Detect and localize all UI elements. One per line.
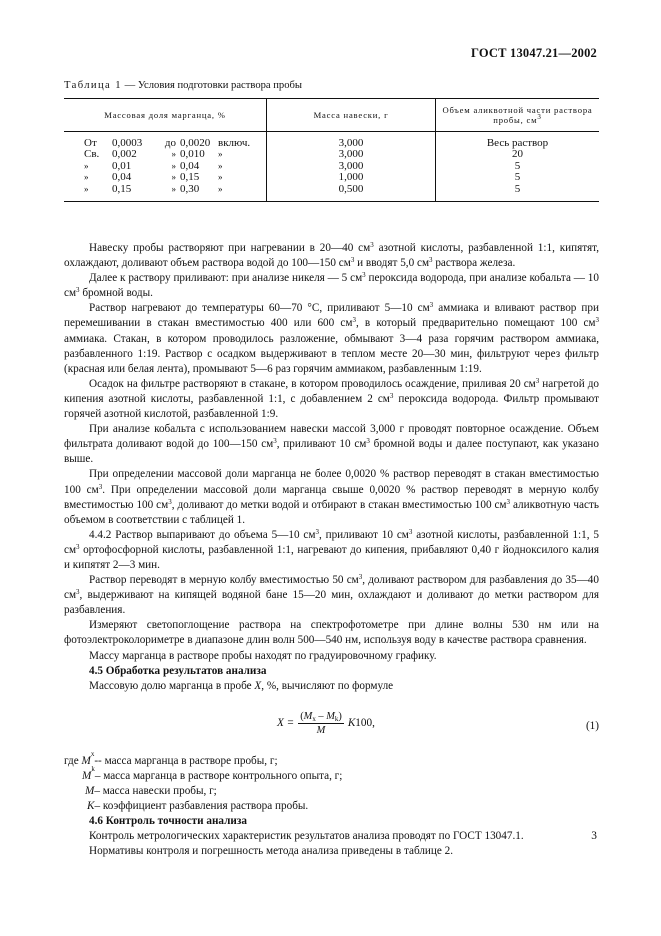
legend-item <box>64 784 599 799</box>
formula-sub: x <box>312 714 316 723</box>
text-run: 4.4.2 Раствор выпаривают до объема 5—10 см <box>89 528 316 541</box>
paragraph <box>64 573 599 618</box>
legend-item <box>64 764 599 784</box>
text-run: При анализе кобальта с использованием навески массой 3,000 г проводят повторное осаждение. Объем фильтрата доливают водой до 100—150 см <box>64 423 599 451</box>
text-run: Далее к раствору приливают: при анализе никеля — 5 см <box>89 272 363 285</box>
text-run: нагретой до кипения азотной кислоты, разбавленной 1:1, с добавлением 2 см <box>64 377 599 405</box>
range-from: 0,15 <box>112 182 132 195</box>
range-to-word: » <box>171 149 176 160</box>
aliquot-value: 5 <box>514 171 521 184</box>
legend-where: где <box>64 754 79 767</box>
text-run: . При определении массовой доли марганца свыше 0,0020 % раствор переводят в мерную колбу вместимостью 100 см <box>64 483 599 511</box>
unit-sup: 3 <box>273 437 277 446</box>
text-run: аммиака и вливают раствор при перемешивании в стакан вместимостью 400 или 600 см <box>64 302 599 330</box>
paragraph <box>64 241 599 271</box>
text-run: Навеску пробы растворяют при нагревании в 20—40 см <box>89 242 371 254</box>
text-run: раствора железа. <box>432 257 516 270</box>
col-header-manganese: Массовая доля марганца, % <box>64 99 267 132</box>
table-1-caption-text: — Условия подготовки раствора пробы <box>121 80 303 91</box>
legend-sub: x <box>90 749 95 758</box>
unit-sup: 3 <box>315 527 319 536</box>
range-line <box>84 184 266 195</box>
range-to-word: до <box>164 137 176 149</box>
page-number: 3 <box>591 830 597 842</box>
unit-sup: 3 <box>358 573 363 582</box>
body-text <box>64 241 599 859</box>
formula-legend <box>64 749 599 814</box>
legend-desc: – коэффициент разбавления раствора пробы. <box>94 800 309 813</box>
text-run: При определении массовой доли марганца не более 0,0020 % раствор переводят в стакан вместимостью 100 см <box>64 468 599 496</box>
mass-cell <box>267 132 436 202</box>
text-run: , доливают до метки водой и отбирают в стакан вместимостью 100 см <box>171 498 507 511</box>
unit-sup: 3 <box>366 437 370 446</box>
unit-sup: 3 <box>506 497 511 506</box>
text-run: , %, вычисляют по формуле <box>261 679 394 692</box>
range-suffix: » <box>218 183 223 194</box>
paragraph <box>64 528 599 573</box>
legend-desc: – масса навески пробы, г; <box>94 785 217 797</box>
formula-k: K <box>347 716 356 729</box>
text-run: , выдерживают на кипящей водяной бане 15—20 мин, охлаждают и доливают до метки раствором для разбавления. <box>64 589 599 617</box>
text-run: , в который предварительно помещают 100 см <box>355 317 596 330</box>
range-to: 0,010 <box>180 148 205 161</box>
standard-number: ГОСТ 13047.21—2002 <box>471 46 597 60</box>
section-heading: 4.6 Контроль точности анализа <box>89 815 247 828</box>
table-1-caption <box>64 78 302 93</box>
formula-rest: 100, <box>355 716 375 729</box>
text-run: , доливают раствором для разбавления до 35—40 см <box>64 574 599 602</box>
mass-value: 3,000 <box>338 137 364 149</box>
text-run: азотной кислоты, разбавленной 1:1, кипятят, охлаждают, доливают объем раствора водой до 100—150 см <box>64 242 599 270</box>
formula-numerator <box>298 710 344 724</box>
range-suffix: » <box>218 172 223 183</box>
range-to-word: » <box>171 172 176 183</box>
range-line <box>84 172 266 183</box>
mass-value: 1,000 <box>338 171 364 184</box>
col-header-aliquot-sup: 3 <box>537 113 542 121</box>
legend-symbol: M <box>85 785 95 797</box>
formula-fraction <box>298 710 344 737</box>
unit-sup: 3 <box>535 376 540 385</box>
paragraph <box>64 301 599 376</box>
aliquot-value: 5 <box>514 159 521 172</box>
text-run: аммиака. Стакан, в котором проводилось разложение, обмывают 3—4 раза горячим раствором аммиака, разбавленного 1:19. Раствор с осадком выдерживают в теплом месте 20—30 мин, фильтруют через фильтр (красная или белая лента), промывают 5—6 раз горячим аммиаком, разбавленным 1:19. <box>64 332 599 375</box>
formula-denominator: M <box>316 724 326 736</box>
equation-number: (1) <box>585 719 599 732</box>
paragraph: Контроль метрологических характеристик результатов анализа проводят по ГОСТ 13047.1. <box>89 830 524 843</box>
formula-paren: ) <box>338 710 342 722</box>
range-to: 0,15 <box>180 171 200 184</box>
paragraph <box>64 377 599 422</box>
text-run: Осадок на фильтре растворяют в стакане, в котором проводилось осаждение, приливая 20 см <box>89 377 536 390</box>
text-run: Массовую долю марганца в пробе <box>89 679 255 692</box>
range-prefix: От <box>84 137 97 149</box>
unit-sup: 3 <box>362 271 366 280</box>
variable: X <box>254 679 262 692</box>
paragraph: Массу марганца в растворе пробы находят по градуировочному графику. <box>89 649 437 662</box>
text-run: , приливают 10 см <box>318 528 409 541</box>
formula-paren: ( <box>300 710 304 722</box>
table-body-row <box>64 132 599 202</box>
aliquot-cell <box>436 132 600 202</box>
unit-sup: 3 <box>389 391 394 400</box>
formula-var: M <box>303 710 313 722</box>
text-run: ортофосфорной кислоты, разбавленной 1:1, нагревают до кипения, прибавляют 0,40 г йодноксилого калия и кипятят 2—3 мин. <box>64 543 599 571</box>
range-to-word: » <box>171 183 176 194</box>
range-cell <box>64 132 267 202</box>
paragraph: Нормативы контроля и погрешность метода анализа приведены в таблице 2. <box>89 845 454 858</box>
mass-value: 3,000 <box>338 148 364 161</box>
range-to: 0,30 <box>180 182 200 195</box>
legend-symbol: M <box>82 769 92 782</box>
unit-sup: 3 <box>76 588 80 597</box>
unit-sup: 3 <box>429 301 434 310</box>
unit-sup: 3 <box>76 286 80 295</box>
formula <box>64 706 599 746</box>
range-prefix: » <box>84 183 89 194</box>
col-header-aliquot-text: Объем аликвотной части раствора пробы, см <box>442 104 593 125</box>
legend-sub: k <box>91 764 95 773</box>
text-run: пероксида водорода, при анализе кобальта — 10 см <box>64 272 599 300</box>
legend-item <box>64 749 599 769</box>
unit-sup: 3 <box>76 542 80 551</box>
legend-symbol: M <box>81 754 91 767</box>
range-suffix: » <box>218 149 223 160</box>
text-run: бромной воды. <box>79 287 153 300</box>
range-suffix: » <box>218 160 223 171</box>
range-suffix: включ. <box>218 137 251 149</box>
formula-var: M <box>326 710 335 722</box>
unit-sup: 3 <box>352 316 356 325</box>
text-run: Раствор нагревают до температуры 60—70 °С, приливают 5—10 см <box>89 302 430 315</box>
legend-item <box>64 799 599 814</box>
col-header-mass: Масса навески, г <box>267 99 436 132</box>
col-header-aliquot <box>436 99 600 132</box>
legend-desc: -- масса марганца в растворе пробы, г; <box>94 754 278 767</box>
unit-sup: 3 <box>429 256 433 265</box>
table-1-caption-lead: Таблица 1 <box>64 80 122 91</box>
range-to: 0,04 <box>180 159 200 172</box>
section-heading: 4.5 Обработка результатов анализа <box>89 664 267 677</box>
aliquot-value: Весь раствор <box>486 137 549 149</box>
range-from: 0,01 <box>112 159 132 172</box>
text-run: и вводят 5,0 см <box>354 257 430 270</box>
text-run: Раствор переводят в мерную колбу вместимостью 50 см <box>89 574 359 587</box>
text-run: пероксида водорода. Фильтр промывают горячей азотной кислотой, разбавленной 1:9. <box>64 392 600 421</box>
legend-symbol: K <box>87 800 95 813</box>
paragraph <box>64 422 599 467</box>
mass-value: 3,000 <box>338 159 364 172</box>
paragraph: Измеряют светопоглощение раствора на спектрофотометре при длине волны 530 нм или на фотоэлектроколориметре в диапазоне длин волн 500—540 нм, используя воду в качестве раствора сравнения. <box>64 619 599 647</box>
range-from: 0,04 <box>112 171 132 184</box>
text-run: азотной кислоты, разбавленной 1:1, 5 см <box>64 528 599 556</box>
paragraph <box>64 271 599 301</box>
paragraph <box>64 679 599 694</box>
text-run: бромной воды и далее поступают, как указано выше. <box>64 438 599 466</box>
text-run: , приливают 10 см <box>276 438 367 451</box>
range-prefix: » <box>84 172 89 183</box>
text-run: аликвотную часть объемом в соответствии с таблицей 1. <box>64 498 599 526</box>
range-to-word: » <box>171 160 176 171</box>
range-prefix: Св. <box>84 148 100 161</box>
formula-lhs: X = <box>277 716 295 729</box>
legend-desc: – масса марганца в растворе контрольного опыта, г; <box>94 769 343 782</box>
range-from: 0,0003 <box>112 137 143 149</box>
unit-sup: 3 <box>98 482 103 491</box>
unit-sup: 3 <box>595 316 599 325</box>
unit-sup: 3 <box>370 241 374 249</box>
mass-value: 0,500 <box>338 182 364 195</box>
aliquot-value: 5 <box>514 182 521 195</box>
unit-sup: 3 <box>168 497 172 506</box>
table-1 <box>64 98 599 202</box>
formula-sub: k <box>334 714 339 723</box>
paragraph <box>64 467 599 527</box>
unit-sup: 3 <box>350 256 355 265</box>
formula-op: – <box>315 710 327 722</box>
formula-expression <box>277 710 375 737</box>
range-to: 0,0020 <box>180 137 211 149</box>
range-from: 0,002 <box>112 148 137 161</box>
unit-sup: 3 <box>408 527 413 536</box>
range-prefix: » <box>84 160 89 171</box>
table-header-row <box>64 99 599 132</box>
aliquot-value: 20 <box>512 148 523 161</box>
